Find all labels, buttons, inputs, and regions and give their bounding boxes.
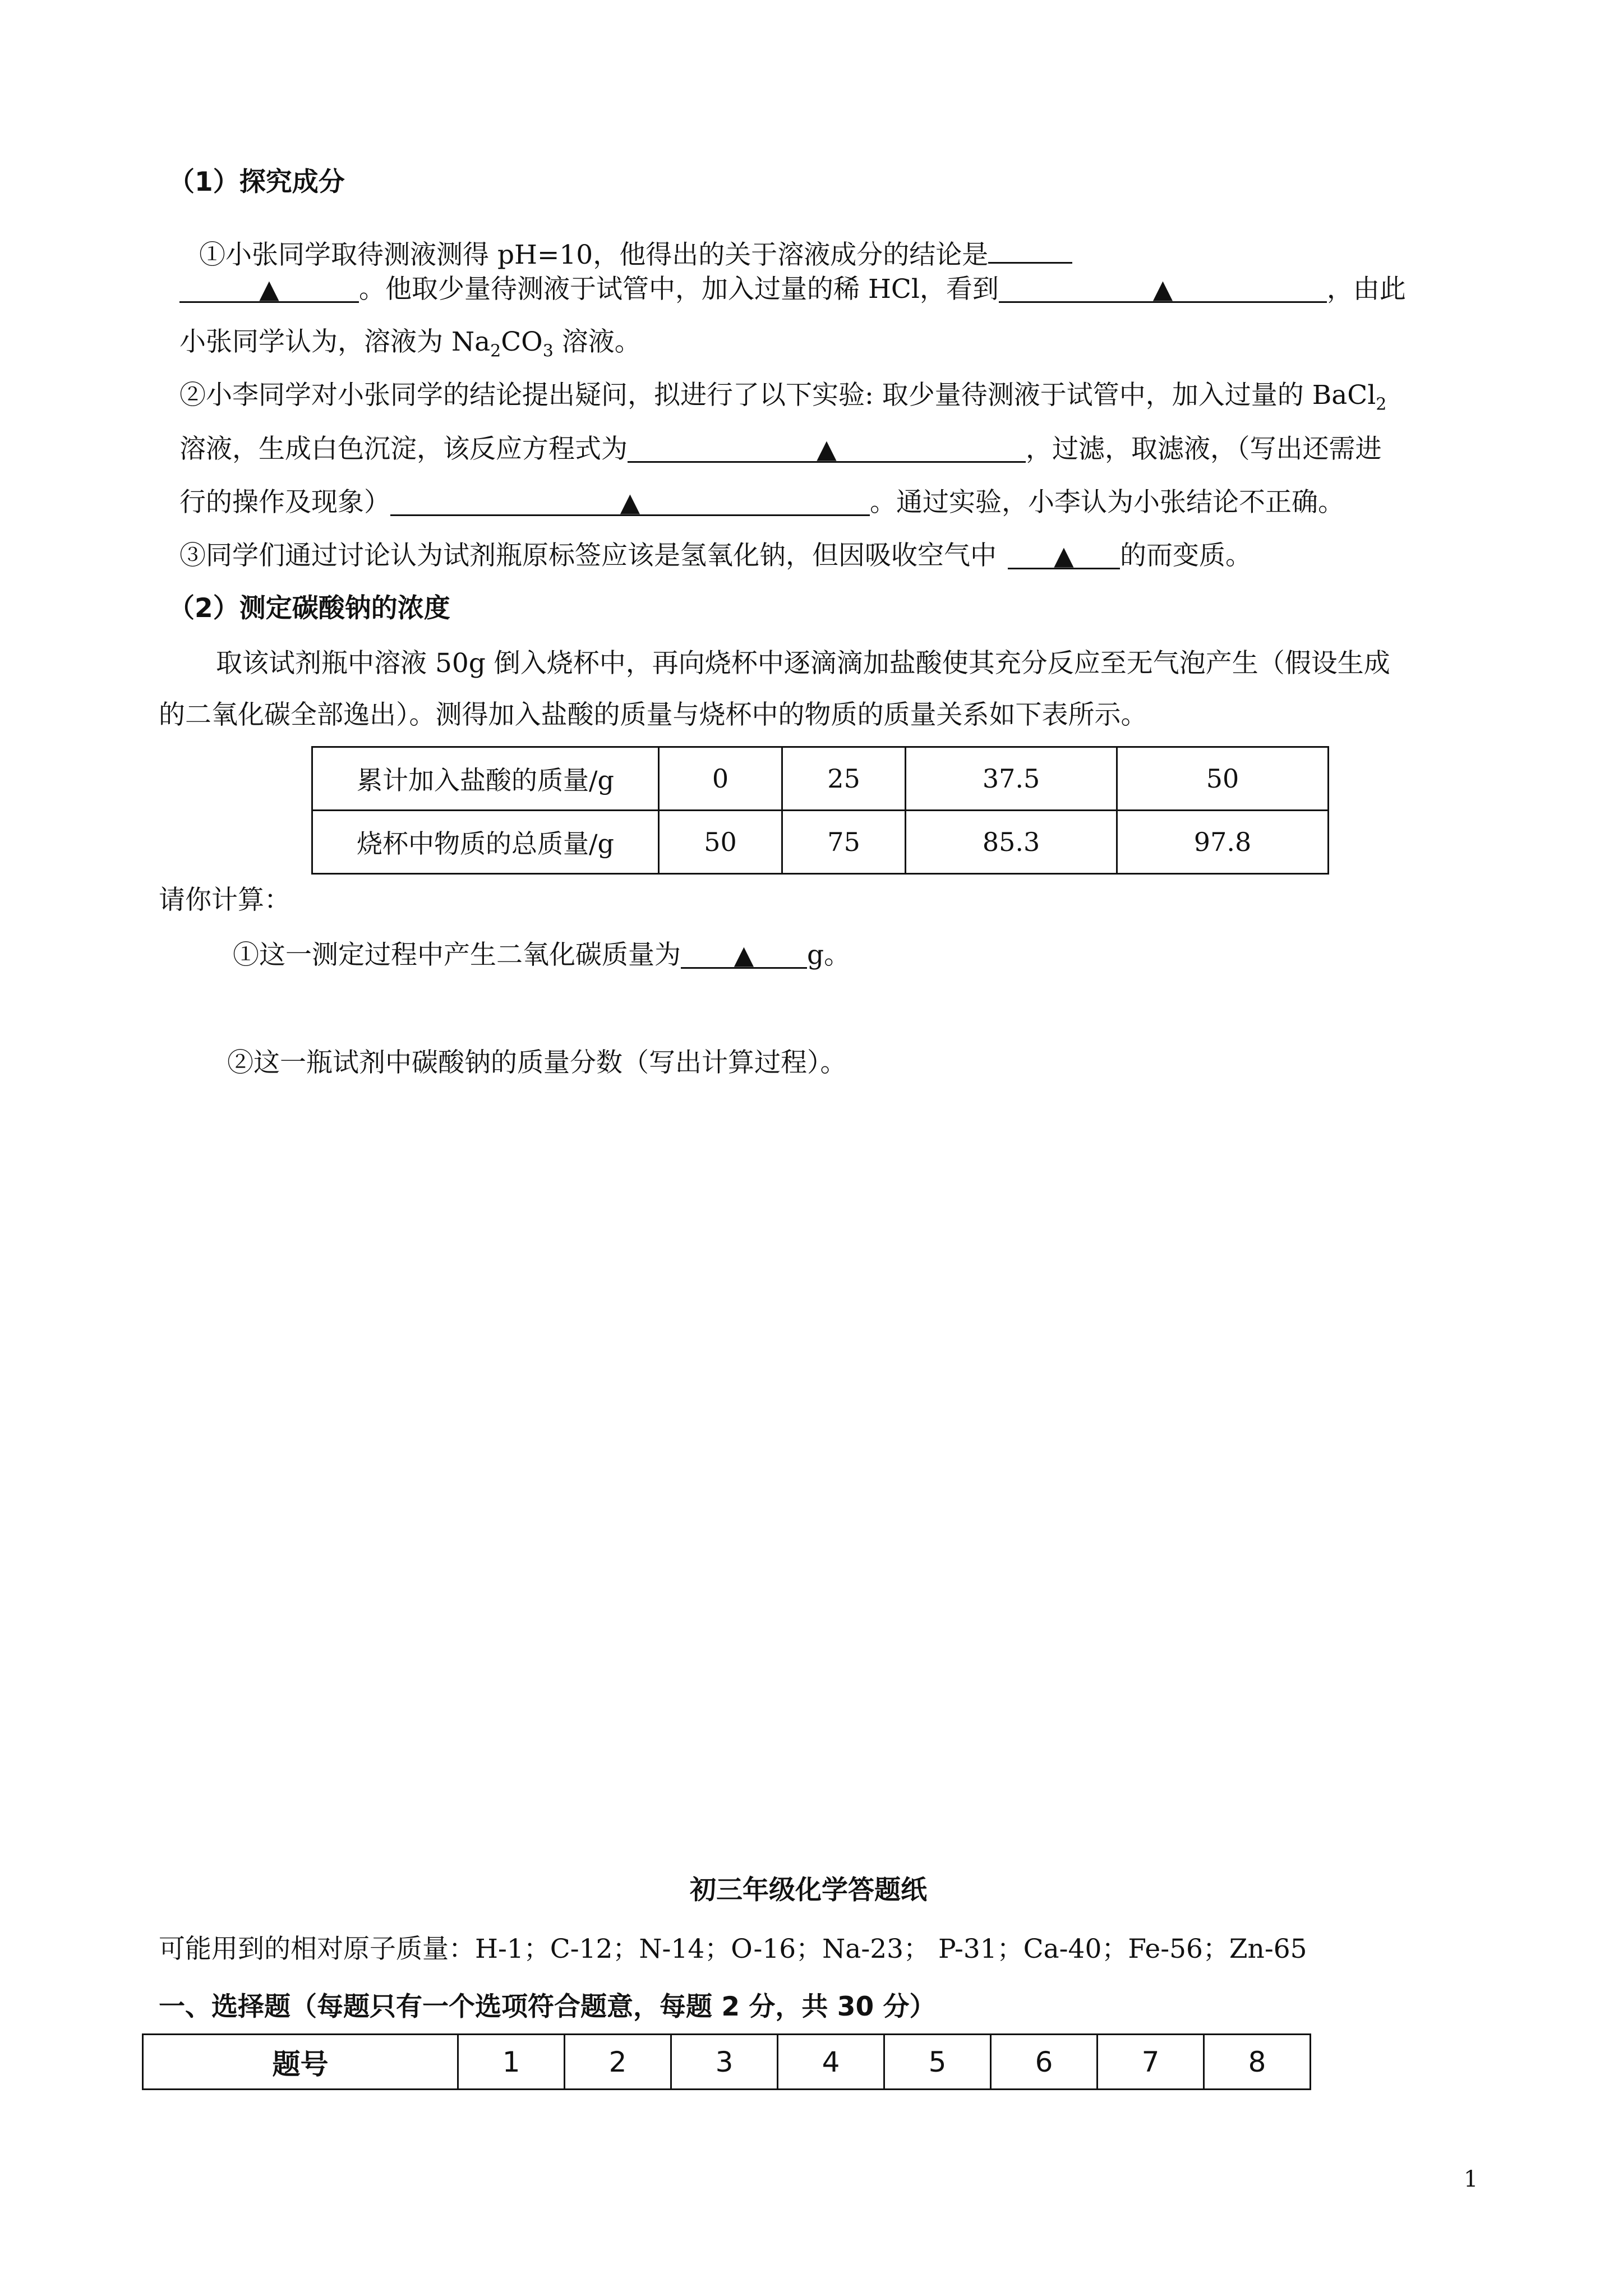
q1-text-b1: 。他取少量待测液于试管中，加入过量的稀 HCl，看到 xyxy=(359,274,999,305)
answer-blank[interactable] xyxy=(179,272,359,303)
part1-heading: （1）探究成分 xyxy=(168,167,345,197)
question-number: 2 xyxy=(565,2035,671,2090)
q2-text-c2: 。通过实验，小李认为小张结论不正确。 xyxy=(870,487,1344,518)
table-cell: 75 xyxy=(782,811,906,874)
q1-line-b xyxy=(179,272,1406,306)
answer-sheet-title: 初三年级化学答题纸 xyxy=(690,1875,927,1906)
q1-text-a: ①小张同学取待测液测得 pH=10，他得出的关于溶液成分的结论是 xyxy=(199,240,989,270)
answer-blank[interactable] xyxy=(390,485,870,516)
blank-triangle-marker: ▲ xyxy=(620,487,640,517)
section1-heading: 一、选择题（每题只有一个选项符合题意，每题 2 分，共 30 分） xyxy=(159,1991,936,2022)
q1-text-c3: 溶液。 xyxy=(553,326,641,357)
q2-text-b1: 溶液，生成白色沉淀，该反应方程式为 xyxy=(179,434,628,464)
table-cell: 97.8 xyxy=(1117,811,1329,874)
blank-triangle-marker: ▲ xyxy=(817,434,837,464)
question-number: 7 xyxy=(1098,2035,1204,2090)
blank-triangle-marker: ▲ xyxy=(259,274,279,304)
question-number: 6 xyxy=(991,2035,1098,2090)
row-label: 烧杯中物质的总质量/g xyxy=(312,811,659,874)
answer-blank[interactable] xyxy=(999,272,1327,303)
mass-data-table xyxy=(311,746,1329,875)
table-cell: 50 xyxy=(659,811,782,874)
q2-line-b xyxy=(179,432,1382,466)
question-number: 1 xyxy=(458,2035,565,2090)
part2-heading: （2）测定碳酸钠的浓度 xyxy=(168,593,450,624)
question-number: 4 xyxy=(778,2035,884,2090)
q1-text-c1: 小张同学认为，溶液为 Na xyxy=(179,326,491,357)
part2-paragraph-2: 的二氧化碳全部逸出）。测得加入盐酸的质量与烧杯中的物质的质量关系如下表所示。 xyxy=(159,700,1147,730)
answer-blank[interactable] xyxy=(681,938,807,969)
question-number: 8 xyxy=(1204,2035,1311,2090)
table-cell: 50 xyxy=(1117,747,1329,811)
blank-triangle-marker: ▲ xyxy=(1152,274,1173,304)
q3-text-a: ③同学们通过讨论认为试剂瓶原标签应该是氢氧化钠，但因吸收空气中 xyxy=(179,540,997,571)
q2-text-b2: ，过滤，取滤液，（写出还需进 xyxy=(1026,434,1382,464)
calc-text-1b: g。 xyxy=(807,940,851,970)
q2-line-c xyxy=(179,485,1344,519)
calc-text-1a: ①这一测定过程中产生二氧化碳质量为 xyxy=(233,940,681,970)
blank-triangle-marker: ▲ xyxy=(1054,540,1074,570)
answer-blank[interactable] xyxy=(1008,539,1120,569)
calc-prompt: 请你计算： xyxy=(159,885,291,915)
answer-grid xyxy=(142,2033,1311,2090)
row-label: 累计加入盐酸的质量/g xyxy=(312,747,659,811)
blank-triangle-marker: ▲ xyxy=(734,940,754,970)
q2-line-a xyxy=(179,379,1386,421)
answer-blank[interactable] xyxy=(988,233,1072,264)
q3-line xyxy=(179,539,1252,573)
atomic-masses: 可能用到的相对原子质量：H-1；C-12；N-14；O-16；Na-23； P-31；Ca-40；Fe-56；Zn-65 xyxy=(159,1934,1307,1964)
question-number: 3 xyxy=(671,2035,778,2090)
table-row xyxy=(312,747,1329,811)
q3-text-b: 的而变质。 xyxy=(1120,540,1252,571)
table-cell: 25 xyxy=(782,747,906,811)
table-cell: 37.5 xyxy=(906,747,1117,811)
calc-question-1 xyxy=(233,938,850,972)
table-row xyxy=(143,2035,1311,2090)
question-number: 5 xyxy=(884,2035,991,2090)
q1-text-b2: ，由此 xyxy=(1326,274,1406,305)
q1-text-c2: CO xyxy=(501,326,543,357)
calc-question-2: ②这一瓶试剂中碳酸钠的质量分数（写出计算过程）。 xyxy=(227,1047,847,1078)
subscript: 2 xyxy=(1376,394,1387,415)
q1-line-c xyxy=(179,325,641,368)
table-cell: 85.3 xyxy=(906,811,1117,874)
part2-paragraph-1: 取该试剂瓶中溶液 50g 倒入烧杯中，再向烧杯中逐滴滴加盐酸使其充分反应至无气泡产生（假设生成 xyxy=(216,648,1390,679)
subscript: 2 xyxy=(490,341,501,361)
page-number: 1 xyxy=(1464,2166,1478,2192)
q2-text-c1: 行的操作及现象） xyxy=(179,487,390,518)
subscript: 3 xyxy=(542,341,554,361)
answer-blank[interactable] xyxy=(628,432,1026,463)
q1-line-a xyxy=(199,233,1072,272)
q2-text-a: ②小李同学对小张同学的结论提出疑问，拟进行了以下实验: 取少量待测液于试管中，加入过量的 BaCl xyxy=(179,380,1376,411)
table-row xyxy=(312,811,1329,874)
grid-header: 题号 xyxy=(143,2035,458,2090)
table-cell: 0 xyxy=(659,747,782,811)
